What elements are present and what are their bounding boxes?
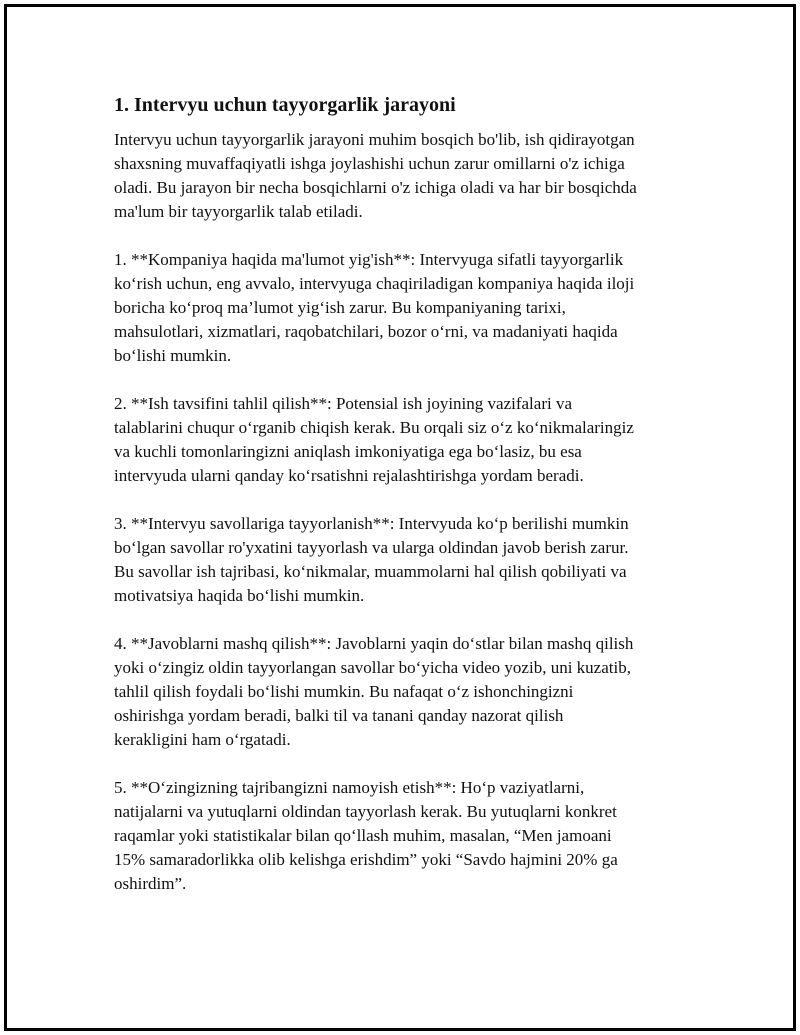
paragraph: [114, 632, 694, 752]
paragraph-line: tahlil qilish foydali bo‘lishi mumkin. Bu nafaqat o‘z ishonchingizni: [114, 682, 574, 701]
paragraph-line: shaxsning muvaffaqiyatli ishga joylashishi uchun zarur omillarni o'z ichiga: [114, 154, 625, 173]
paragraph-line: natijalarni va yutuqlarni oldindan tayyorlash kerak. Bu yutuqlarni konkret: [114, 802, 617, 821]
paragraph-line: bo‘lishi mumkin.: [114, 346, 232, 365]
paragraph-line: oshirishga yordam beradi, balki til va tanani qanday nazorat qilish: [114, 706, 564, 725]
paragraph-line: 5. **O‘zingizning tajribangizni namoyish etish**: Ho‘p vaziyatlarni,: [114, 778, 585, 797]
paragraph-line: 15% samaradorlikka olib kelishga erishdim” yoki “Savdo hajmini 20% ga: [114, 850, 618, 869]
paragraph-list: [114, 128, 694, 896]
paragraph-line: bo‘lgan savollar ro'yxatini tayyorlash va ularga oldindan javob berish zarur.: [114, 538, 629, 557]
paragraph-line: 2. **Ish tavsifini tahlil qilish**: Potensial ish joyining vazifalari va: [114, 394, 572, 413]
paragraph-line: oladi. Bu jarayon bir necha bosqichlarni o'z ichiga oladi va har bir bosqichda: [114, 178, 637, 197]
paragraph: [114, 248, 694, 368]
paragraph-line: va kuchli tomonlaringizni aniqlash imkoniyatiga ega bo‘lasiz, bu esa: [114, 442, 582, 461]
paragraph-line: mahsulotlari, xizmatlari, raqobatchilari, bozor o‘rni, va madaniyati haqida: [114, 322, 618, 341]
document-body: [114, 92, 694, 920]
paragraph: [114, 392, 694, 488]
paragraph-line: Bu savollar ish tajribasi, ko‘nikmalar, muammolarni hal qilish qobiliyati va: [114, 562, 627, 581]
paragraph: [114, 128, 694, 224]
paragraph-line: talablarini chuqur o‘rganib chiqish kerak. Bu orqali siz o‘z ko‘nikmalaringiz: [114, 418, 634, 437]
paragraph-line: ma'lum bir tayyorgarlik talab etiladi.: [114, 202, 363, 221]
paragraph-line: ko‘rish uchun, eng avvalo, intervyuga chaqiriladigan kompaniya haqida iloji: [114, 274, 635, 293]
paragraph-line: raqamlar yoki statistikalar bilan qo‘llash muhim, masalan, “Men jamoani: [114, 826, 612, 845]
paragraph-line: 1. **Kompaniya haqida ma'lumot yig'ish**: Intervyuga sifatli tayyorgarlik: [114, 250, 624, 269]
paragraph-line: yoki o‘zingiz oldin tayyorlangan savollar bo‘yicha video yozib, uni kuzatib,: [114, 658, 631, 677]
paragraph-line: oshirdim”.: [114, 874, 187, 893]
paragraph-line: 3. **Intervyu savollariga tayyorlanish**: Intervyuda ko‘p berilishi mumkin: [114, 514, 629, 533]
document-title: 1. Intervyu uchun tayyorgarlik jarayoni: [114, 94, 456, 116]
paragraph-line: kerakligini ham o‘rgatadi.: [114, 730, 291, 749]
paragraph-line: boricha ko‘proq ma’lumot yig‘ish zarur. Bu kompaniyaning tarixi,: [114, 298, 566, 317]
paragraph-line: Intervyu uchun tayyorgarlik jarayoni muhim bosqich bo'lib, ish qidirayotgan: [114, 130, 635, 149]
paragraph: [114, 776, 694, 896]
paragraph-line: intervyuda ularni qanday ko‘rsatishni rejalashtirishga yordam beradi.: [114, 466, 584, 485]
paragraph: [114, 512, 694, 608]
paragraph-line: motivatsiya haqida bo‘lishi mumkin.: [114, 586, 365, 605]
paragraph-line: 4. **Javoblarni mashq qilish**: Javoblarni yaqin do‘stlar bilan mashq qilish: [114, 634, 634, 653]
